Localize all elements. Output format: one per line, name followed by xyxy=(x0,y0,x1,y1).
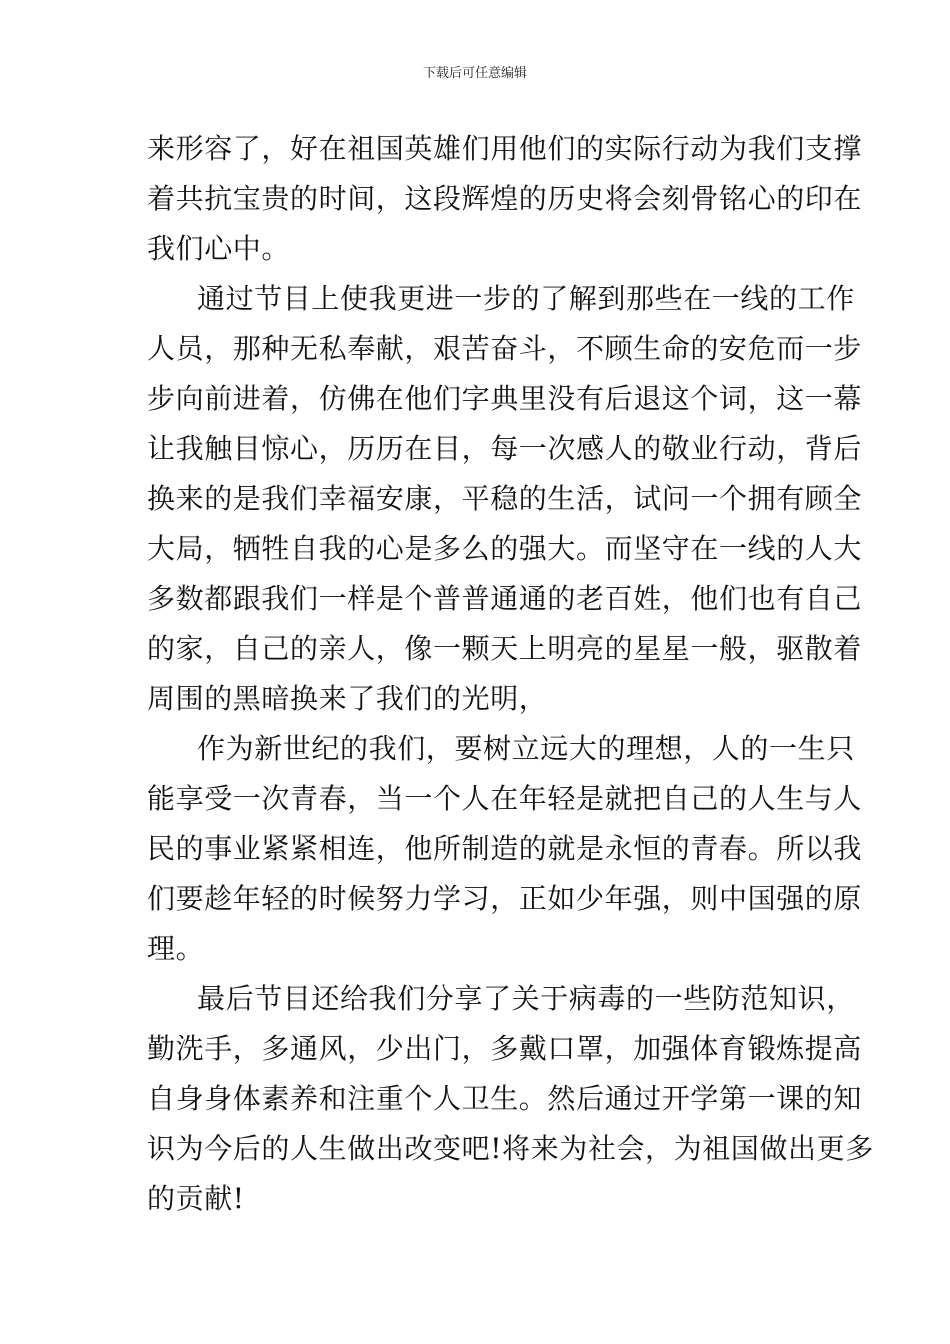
text-line: 换来的是我们幸福安康，平稳的生活，试问一个拥有顾全 xyxy=(147,482,863,515)
text-line: 通过节目上使我更进一步的了解到那些在一线的工作 xyxy=(197,282,855,315)
text-line: 来形容了，好在祖国英雄们用他们的实际行动为我们支撑 xyxy=(147,132,863,165)
text-line: 识为今后的人生做出改变吧!将来为社会，为祖国做出更多 xyxy=(147,1132,874,1165)
text-line: 的贡献! xyxy=(147,1182,245,1215)
paragraph-2 xyxy=(147,274,863,724)
text-line: 周围的黑暗换来了我们的光明， xyxy=(147,682,548,715)
text-line: 勤洗手，多通风，少出门，多戴口罩，加强体育锻炼提高 xyxy=(147,1032,863,1065)
text-line: 能享受一次青春，当一个人在年轻是就把自己的人生与人 xyxy=(147,782,863,815)
paragraph-3 xyxy=(147,724,863,974)
text-line: 让我触目惊心，历历在目，每一次感人的敬业行动，背后 xyxy=(147,432,863,465)
text-line: 作为新世纪的我们，要树立远大的理想，人的一生只 xyxy=(197,732,855,765)
text-line: 们要趁年轻的时候努力学习，正如少年强，则中国强的原 xyxy=(147,882,863,915)
document-body xyxy=(147,124,874,1224)
text-line: 最后节目还给我们分享了关于病毒的一些防范知识， xyxy=(197,982,855,1015)
text-line: 的家，自己的亲人，像一颗天上明亮的星星一般，驱散着 xyxy=(147,632,863,665)
text-line: 大局，牺牲自我的心是多么的强大。而坚守在一线的人大 xyxy=(147,532,863,565)
text-line: 多数都跟我们一样是个普普通通的老百姓，他们也有自己 xyxy=(147,582,863,615)
text-line: 自身身体素养和注重个人卫生。然后通过开学第一课的知 xyxy=(147,1082,863,1115)
page-header: 下载后可任意编辑 xyxy=(422,66,527,81)
text-line: 着共抗宝贵的时间，这段辉煌的历史将会刻骨铭心的印在 xyxy=(147,182,863,215)
paragraph-4 xyxy=(147,974,874,1224)
text-line: 我们心中。 xyxy=(147,232,291,265)
text-line: 民的事业紧紧相连，他所制造的就是永恒的青春。所以我 xyxy=(147,832,863,865)
text-line: 步向前进着，仿佛在他们字典里没有后退这个词，这一幕 xyxy=(147,382,863,415)
text-line: 人员，那种无私奉献，艰苦奋斗，不顾生命的安危而一步 xyxy=(147,332,863,365)
paragraph-1 xyxy=(147,124,863,274)
text-line: 理。 xyxy=(147,932,205,965)
